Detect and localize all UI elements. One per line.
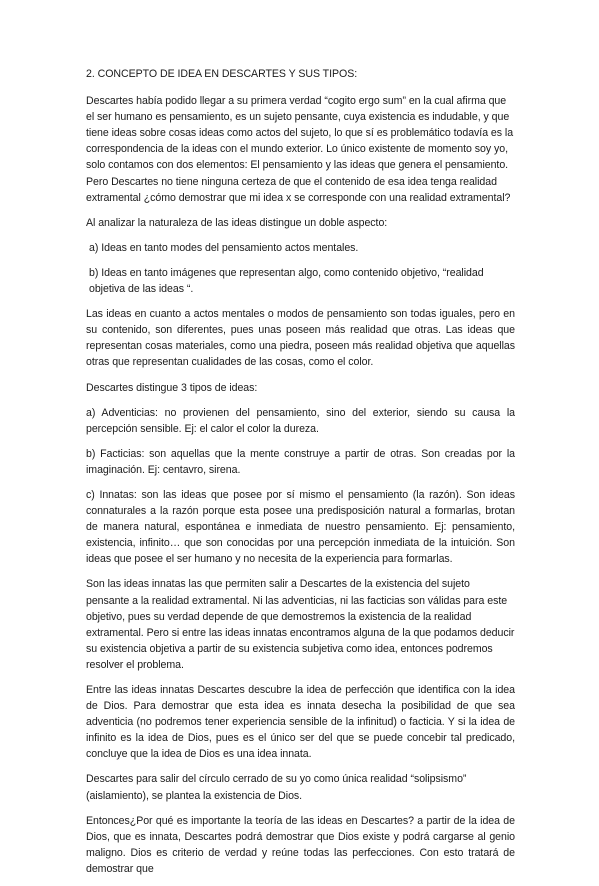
paragraph-intro: Descartes había podido llegar a su primera verdad “cogito ergo sum” en la cual afirma que el ser humano es pensamiento, es un sujeto pensante, cuya existencia es indudable, y que tiene ideas sobre cosas ideas como actos del sujeto, lo que sí es problemático todavía es la correspondencia de la ideas con el mundo exterior. Lo único existente de momento soy yo, solo contamos con dos elementos: El pensamiento y las ideas que genera el pensamiento. Pero Descartes no tiene ninguna certeza de que el contenido de esa idea tenga realidad extramental ¿cómo demostrar que mi idea x se corresponde con una realidad extramental? <box>86 95 514 204</box>
paragraph-innate-ideas: Son las ideas innatas las que permiten salir a Descartes de la existencia del sujeto pensante a la realidad extramental. Ni las adventicias, ni las facticias son válidas para este objetivo, pues su verdad depende de que demostremos la existencia de la realidad extramental. Pero si entre las ideas innatas encontramos alguna de la que podamos deducir su existencia objetiva a partir de su existencia subjetiva como idea, entonces podremos resolver el problema. <box>86 578 515 671</box>
paragraph-double-aspect: Al analizar la naturaleza de las ideas distingue un doble aspecto: <box>86 216 388 229</box>
list-item-a: a) Ideas en tanto modes del pensamiento actos mentales. <box>89 241 359 254</box>
section-heading: 2. CONCEPTO DE IDEA EN DESCARTES Y SUS TIPOS: <box>86 68 358 80</box>
document-body <box>86 66 515 886</box>
paragraph-solipsism: Descartes para salir del círculo cerrado de su yo como única realidad “solipsismo” (aislamiento), se plantea la existencia de Dios. <box>86 773 467 802</box>
paragraph-idea-of-god: Entre las ideas innatas Descartes descubre la idea de perfección que identifica con la idea de Dios. Para demostrar que esta idea es innata desecha la posibilidad de que sea adventicia (no podremos tener experiencia sensible de la infinitud) o facticia. Y si la idea de infinito es la idea de Dios, pues es el único ser del que se puede concebir tal predicado, concluye que la idea de Dios es una idea innata. <box>86 684 515 761</box>
type-adventicias: a) Adventicias: no provienen del pensamiento, sino del exterior, siendo su causa la percepción sensible. Ej: el calor el color la dureza. <box>86 406 515 435</box>
paragraph-mental-acts: Las ideas en cuanto a actos mentales o modos de pensamiento son todas iguales, pero en su contenido, son diferentes, pues unas poseen más realidad que otras. Las ideas que representan cosas materiales, como una piedra, poseen más realidad objetiva que aquellas otras que representan cualidades de las cosas, como el color. <box>86 308 515 369</box>
paragraph-importance: Entonces¿Por qué es importante la teoría de las ideas en Descartes? a partir de la idea de Dios, que es innata, Descartes podrá demostrar que Dios existe y podrá cargarse al genio maligno. Dios es criterio de verdad y reúne todas las perfecciones. Con esto tratará de demostrar que <box>86 814 515 875</box>
paragraph-three-types: Descartes distingue 3 tipos de ideas: <box>86 381 258 394</box>
type-innatas: c) Innatas: son las ideas que posee por sí mismo el pensamiento (la razón). Son ideas connaturales a la razón porque esta posee una predisposición natural a formarlas, brotan de manera natural, espontánea e inmediata de nuestro pensamiento. Ej: pensamiento, existencia, infinito… que son conocidas por una percepción inmediata de la intuición. Son ideas que posee el ser humano y no necesita de la experiencia para formarlas. <box>86 488 515 566</box>
type-facticias: b) Facticias: son aquellas que la mente construye a partir de otras. Son creadas por la imaginación. Ej: centavro, sirena. <box>86 447 515 476</box>
list-item-b: b) Ideas en tanto imágenes que representan algo, como contenido objetivo, “realidad objetiva de las ideas “. <box>89 266 484 296</box>
